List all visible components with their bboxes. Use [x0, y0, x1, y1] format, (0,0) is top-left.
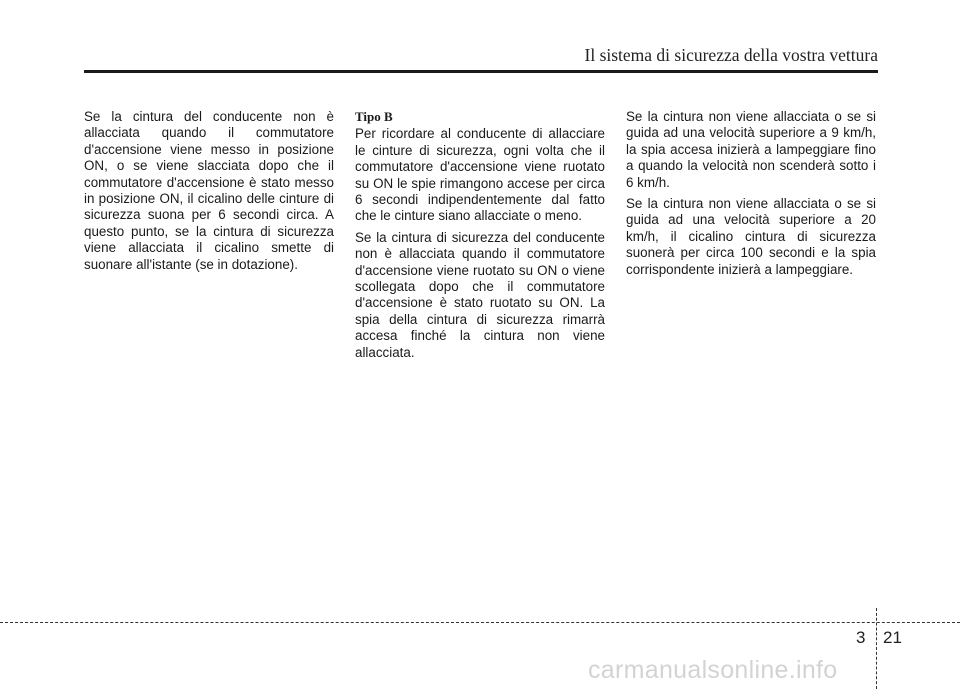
- column-3-paragraph-2: Se la cintura non viene allacciata o se si guida ad una velocità superiore a 20 km/h, il cicalino cintura di sicurezza suonerà per circa 100 secondi e la spia corrispondente inizierà a lampeggiare.: [626, 196, 876, 277]
- chapter-number: 3: [856, 628, 866, 647]
- text-column-3: [626, 109, 876, 283]
- page-number: 21: [883, 628, 902, 647]
- watermark: carmanualsonline.info: [588, 656, 838, 684]
- column-2-paragraph-1: Per ricordare al conducente di allacciare le cinture di sicurezza, ogni volta che il commutatore d'accensione viene ruotato su ON le spie rimangono accese per circa 6 secondi indipendentemente dal fatto che le cinture siano allacciate o meno.: [355, 126, 605, 224]
- column-2-paragraph-2: Se la cintura di sicurezza del conducente non è allacciata quando il commutatore d'accensione viene ruotato su ON o viene scollegata dopo che il commutatore d'accensione è stato ruotato su ON. La spia della cintura di sicurezza rimarrà accesa finché la cintura non viene allacciata.: [355, 229, 605, 360]
- column-1-paragraph-1: Se la cintura del conducente non è allacciata quando il commutatore d'accensione viene messo in posizione ON, o se viene slacciata dopo che il commutatore d'accensione è stato messo in posizione ON, il cicalino delle cinture di sicurezza suona per 6 secondi circa. A questo punto, se la cintura di sicurezza viene allacciata il cicalino smette di suonare all'istante (se in dotazione).: [84, 109, 334, 272]
- footer-divider: [876, 608, 877, 689]
- text-column-2: [355, 109, 605, 366]
- section-heading-tipo-b: Tipo B: [355, 109, 393, 124]
- header-rule: [84, 70, 878, 73]
- text-column-1: [84, 109, 334, 278]
- footer-rule: [0, 622, 960, 623]
- column-3-paragraph-1: Se la cintura non viene allacciata o se si guida ad una velocità superiore a 9 km/h, la spia accesa inizierà a lampeggiare fino a quando la velocità non scenderà sotto i 6 km/h.: [626, 109, 876, 190]
- page-header-title: Il sistema di sicurezza della vostra vettura: [584, 45, 878, 65]
